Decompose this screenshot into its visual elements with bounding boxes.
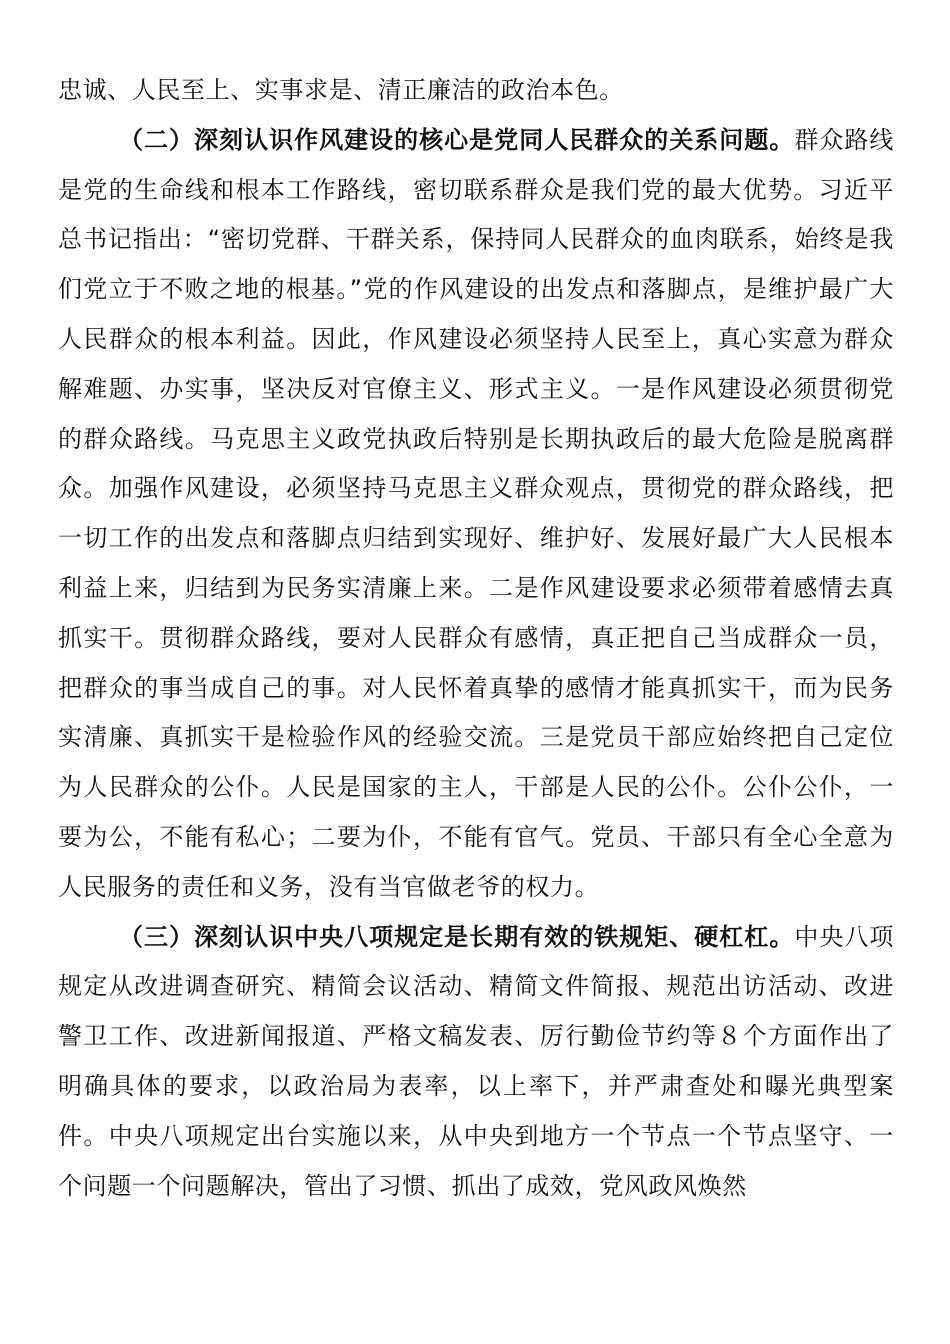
section-heading-3: （三）深刻认识中央八项规定是长期有效的铁规矩、硬杠杠。	[119, 922, 795, 951]
section-heading-2: （二）深刻认识作风建设的核心是党同人民群众的关系问题。	[119, 125, 795, 154]
paragraph-2	[58, 116, 894, 913]
paragraph-3-text: 中央八项规定从改进调查研究、精简会议活动、精简文件简报、规范出访活动、改进警卫工作、改进新闻报道、严格文稿发表、厉行勤俭节约等８个方面作出了明确具体的要求，以政治局为表率，以上率下，并严肃查处和曝光典型案件。中央八项规定出台实施以来，从中央到地方一个节点一个节点坚守、一个问题一个问题解决，管出了习惯、抓出了成效，党风政风焕然	[58, 922, 894, 1200]
paragraph-3	[58, 913, 894, 1212]
document-body	[58, 66, 894, 1211]
paragraph-1	[58, 66, 894, 116]
paragraph-2-text: 群众路线是党的生命线和根本工作路线，密切联系群众是我们党的最大优势。习近平总书记指出：“密切党群、干群关系，保持同人民群众的血肉联系，始终是我们党立于不败之地的根基。”党的作风建设的出发点和落脚点，是维护最广大人民群众的根本利益。因此，作风建设必须坚持人民至上，真心实意为群众解难题、办实事，坚决反对官僚主义、形式主义。一是作风建设必须贯彻党的群众路线。马克思主义政党执政后特别是长期执政后的最大危险是脱离群众。加强作风建设，必须坚持马克思主义群众观点，贯彻党的群众路线，把一切工作的出发点和落脚点归结到实现好、维护好、发展好最广大人民根本利益上来，归结到为民务实清廉上来。二是作风建设要求必须带着感情去真抓实干。贯彻群众路线，要对人民群众有感情，真正把自己当成群众一员，把群众的事当成自己的事。对人民怀着真挚的感情才能真抓实干，而为民务实清廉、真抓实干是检验作风的经验交流。三是党员干部应始终把自己定位为人民群众的公仆。人民是国家的主人，干部是人民的公仆。公仆公仆，一要为公，不能有私心；二要为仆，不能有官气。党员、干部只有全心全意为人民服务的责任和义务，没有当官做老爷的权力。	[58, 125, 894, 901]
paragraph-1-text: 忠诚、人民至上、实事求是、清正廉洁的政治本色。	[58, 76, 624, 104]
